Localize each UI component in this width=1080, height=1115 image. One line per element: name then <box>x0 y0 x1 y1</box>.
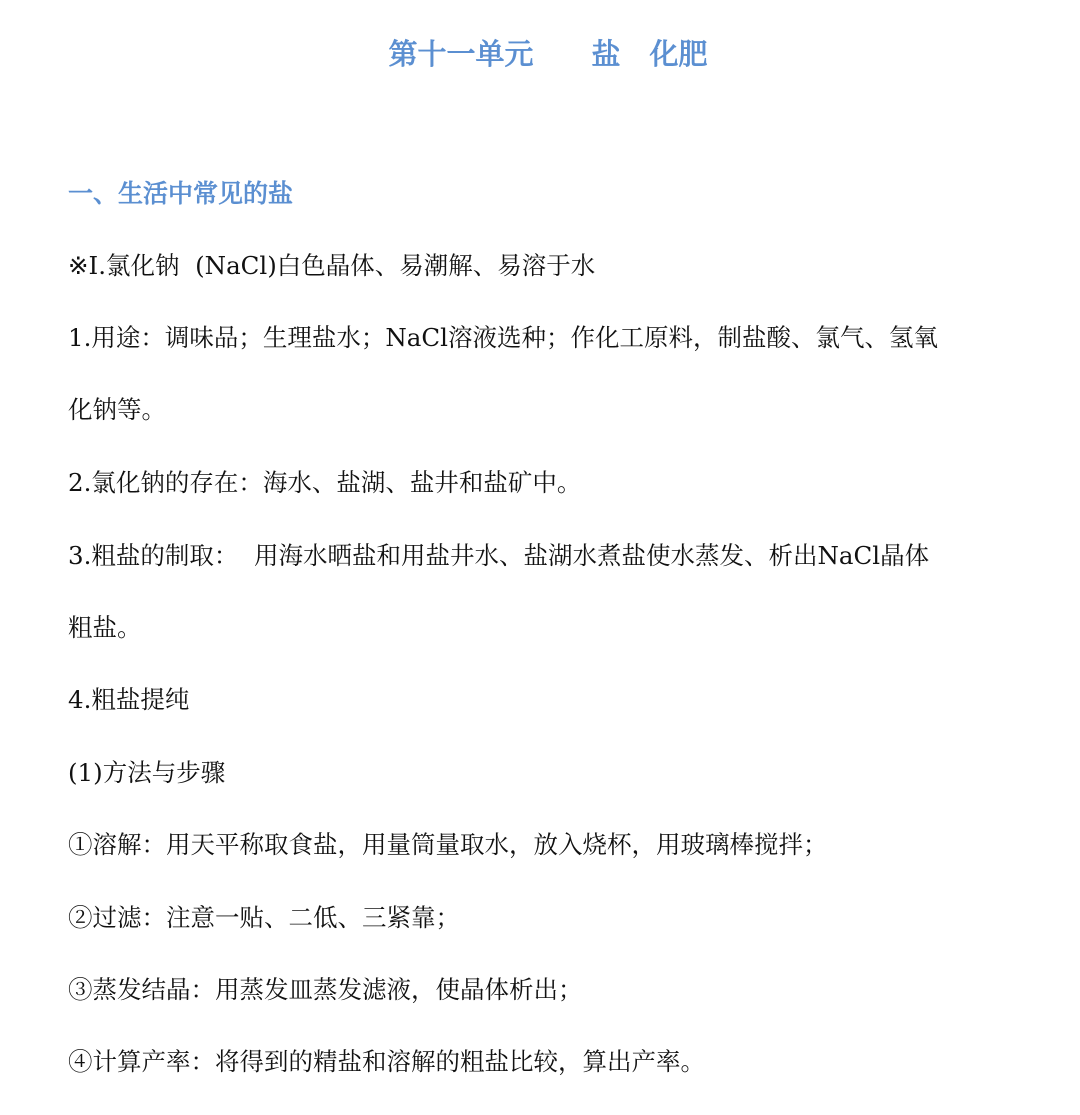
paragraph-method-heading: (1)方法与步骤 <box>68 758 226 787</box>
paragraph-nacl-intro: ※I.氯化钠 (NaCl)白色晶体、易潮解、易溶于水 <box>68 251 596 280</box>
step-filter: ②过滤：注意一贴、二低、三紧靠； <box>68 903 460 932</box>
step-dissolve: ①溶解：用天平称取食盐，用量筒量取水，放入烧杯，用玻璃棒搅拌； <box>68 830 828 859</box>
step-evaporate: ③蒸发结晶：用蒸发皿蒸发滤液，使晶体析出； <box>68 975 583 1004</box>
paragraph-purification-heading: 4.粗盐提纯 <box>68 685 190 714</box>
paragraph-production: 3.粗盐的制取： 用海水晒盐和用盐井水、盐湖水煮盐使水蒸发、析出NaCl晶体 <box>68 541 930 570</box>
step-calculate-yield: ④计算产率：将得到的精盐和溶解的粗盐比较，算出产率。 <box>68 1047 705 1076</box>
paragraph-uses: 1.用途：调味品；生理盐水；NaCl溶液选种；作化工原料，制盐酸、氯气、氢氧 <box>68 323 938 352</box>
paragraph-production-continued: 粗盐。 <box>68 613 142 642</box>
paragraph-uses-continued: 化钠等。 <box>68 395 166 424</box>
section-heading: 一、生活中常见的盐 <box>68 179 294 208</box>
paragraph-existence: 2.氯化钠的存在：海水、盐湖、盐井和盐矿中。 <box>68 468 582 497</box>
document-title: 第十一单元 盐 化肥 <box>388 37 708 71</box>
